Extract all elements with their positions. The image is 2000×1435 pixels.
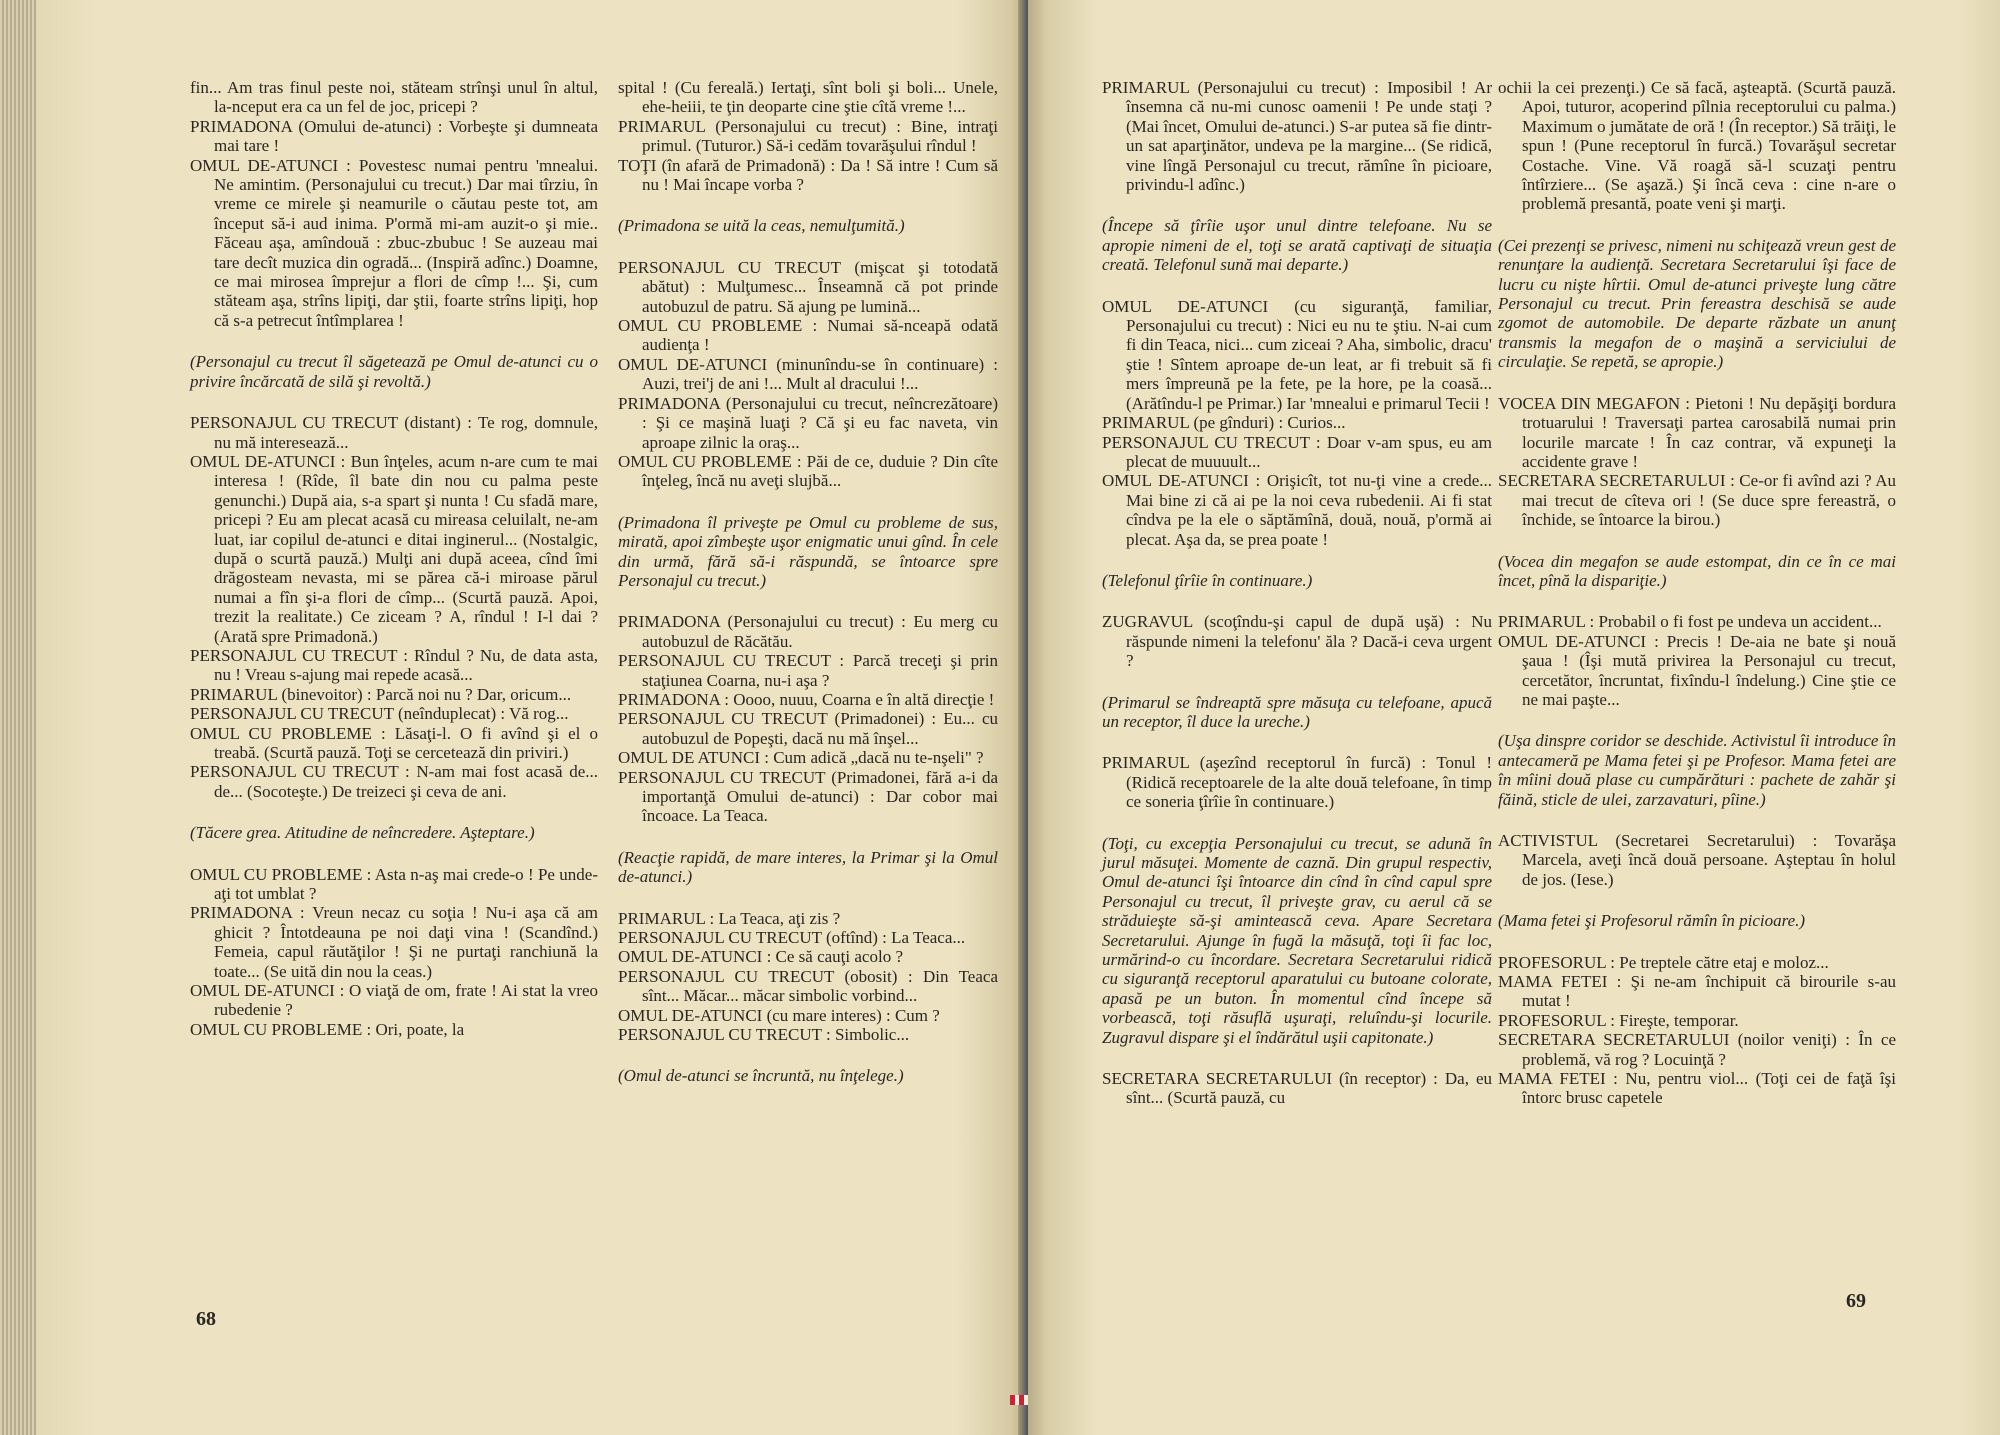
dialogue-line: PERSONAJUL CU TRECUT : N-am mai fost acasă de... de... (Socoteşte.) De treizeci şi ceva de ani. <box>190 762 598 801</box>
stage-direction: (Personajul cu trecut îl săgetează pe Omul de-atunci cu o privire încărcată de silă şi revoltă.) <box>190 352 598 391</box>
stage-direction: (Reacţie rapidă, de mare interes, la Primar şi la Omul de-atunci.) <box>618 847 998 887</box>
dialogue-line: spital ! (Cu fereală.) Iertaţi, sînt boli şi boli... Unele, ehe-heiii, te ţin deoparte cine ştie cîtă vreme !... <box>618 78 998 117</box>
dialogue-line: SECRETARA SECRETARULUI (noilor veniţi) : În ce problemă, vă rog ? Locuinţă ? <box>1498 1030 1896 1069</box>
right-column-2 <box>1498 78 1896 1108</box>
dialogue-line: OMUL CU PROBLEME : Asta n-aş mai crede-o ! Pe unde-aţi tot umblat ? <box>190 864 598 904</box>
stage-direction: (Tăcere grea. Atitudine de neîncredere. Aşteptare.) <box>190 823 535 843</box>
dialogue-line: OMUL DE-ATUNCI : Precis ! De-aia ne bate şi nouă şaua ! (Îşi mută privirea la Personajul cu trecut, cercetător, încruntat, fixîndu-l îndelung.) Cine ştie ce ne mai paşte... <box>1498 631 1896 709</box>
dialogue-line: ochii la cei prezenţi.) Ce să facă, aşteaptă. (Scurtă pauză. Apoi, tuturor, acoperind pîlnia receptorului cu palma.) Maximum o jumătate de oră ! (În receptor.) Să trăiţi, le spun ! (Pune receptorul în furcă.) Tovarăşul secretar Costache. Vine. Vă roagă să-l scuzaţi pentru întîrziere... (Se aşază.) Şi încă ceva : cine n-are o problemă presantă, poate veni şi marţi. <box>1498 78 1896 214</box>
dialogue-line: OMUL CU PROBLEME : Păi de ce, duduie ? Din cîte înţeleg, încă nu aveţi slujbă... <box>618 451 998 491</box>
dialogue-line: PERSONAJUL CU TRECUT (mişcat şi totodată abătut) : Mulţumesc... Înseamnă că pot prinde autobuzul de patru. Să ajung pe lumină... <box>618 257 998 316</box>
dialogue-line: PRIMARUL (Personajului cu trecut) : Bine, intraţi primul. (Tuturor.) Să-i cedăm tovarăşului rîndul ! <box>618 116 998 156</box>
dialogue-line: PERSONAJUL CU TRECUT (oftînd) : La Teaca... <box>618 928 966 948</box>
dialogue-line: OMUL DE-ATUNCI : Bun înţeles, acum n-are cum te mai interesa ! (Rîde, îl bate din nou cu palma peste genunchi.) După aia, s-a spart şi nunta ! Cu sfadă mare, pricepi ? Eu am plecat acasă cu mireasa celuilalt, ne-am luat, iar copilul de-atunci e ditai inginerul... (Nostalgic, după o scurtă pauză.) Mulţi ani după aceea, cînd îmi drăgosteam nevasta, mi se părea că-i miroase părul numai a fîn şi-a flori de cîmp... (Scurtă pauză. Apoi, trezit la realitate.) Ce ziceam ? A, rîndul ! I-l dai ? (Arată spre Primadonă.) <box>190 451 598 646</box>
stage-direction: (Primadona îl priveşte pe Omul cu probleme de sus, mirată, apoi zîmbeşte uşor enigmatic unui gînd. În cele din urmă, fără să-i răspundă, se întoarce spre Personajul cu trecut.) <box>618 512 998 590</box>
dialogue-line: PERSONAJUL CU TRECUT : Rîndul ? Nu, de data asta, nu ! Vreau s-ajung mai repede acasă... <box>190 645 598 685</box>
page-number-left: 68 <box>196 1308 216 1330</box>
stage-direction: (Vocea din megafon se aude estompat, din ce în ce mai încet, pînă la dispariţie.) <box>1498 551 1896 590</box>
dialogue-line: PRIMADONA (Personajului cu trecut) : Eu merg cu autobuzul de Răcătău. <box>618 612 998 651</box>
dialogue-line: OMUL DE-ATUNCI : Povestesc numai pentru 'mnealui. Ne amintim. (Personajului cu trecut.) Dar mai tîrziu, în vreme ce mirele şi neamurile o căutau peste tot, am început să-i aud inima. P'ormă mi-am auzit-o şi mie.. Făceau aşa, amîndouă : zbuc-zbubuc ! Se auzeau mai tare decît muzica din ogradă... (Inspiră adînc.) Doamne, ce mai mirosea împrejur a flori de cîmp !... Şi, cum stăteam aşa, strîns lipiţi, dar ştii, foarte strîns lipiţi, hop că s-a petrecut întîmplarea ! <box>190 155 598 330</box>
dialogue-line: SECRETARA SECRETARULUI : Ce-or fi avînd azi ? Au mai trecut de cîteva ori ! (Se duce spre fereastră, o închide, se întoarce la birou.) <box>1498 471 1896 530</box>
dialogue-line: OMUL DE-ATUNCI (cu mare interes) : Cum ? <box>618 1005 940 1025</box>
dialogue-line: TOŢI (în afară de Primadonă) : Da ! Să intre ! Cum să nu ! Mai încape vorba ? <box>618 155 998 195</box>
dialogue-line: PERSONAJUL CU TRECUT (neînduplecat) : Vă rog... <box>190 704 569 724</box>
dialogue-line: OMUL CU PROBLEME : Numai să-nceapă odată audienţa ! <box>618 316 998 355</box>
left-page <box>36 0 1028 1435</box>
stage-direction: (Cei prezenţi se privesc, nimeni nu schiţează vreun gest de renunţare la audienţă. Secretara Secretarului îşi face de lucru cu nişte hîrtii. Omul de-atunci priveşte lung către Personajul cu trecut. Prin fereastra deschisă se aude zgomot de automobile. De departe răzbate un anunţ transmis la megafon de o maşină a serviciului de circulaţie. Se repetă, se apropie.) <box>1498 235 1896 372</box>
stage-direction: (Mama fetei şi Profesorul rămîn în picioare.) <box>1498 911 1806 931</box>
dialogue-line: PRIMADONA (Personajului cu trecut, neîncrezătoare) : Şi ce maşină luaţi ? Că şi eu fac naveta, vin aproape zilnic la oraş... <box>618 393 998 452</box>
stage-direction: (Toţi, cu excepţia Personajului cu trecut, se adună în jurul măsuţei. Momente de caznă. Din grupul respectiv, Omul de-atunci îşi întoarce din cînd în cînd capul spre Personajul cu trecut, îl priveşte grav, cu aerul că se străduieşte să-şi amintească ceva. Apare Secretara Secretarului. Ajunge în fugă la măsuţă, toţi îi fac loc, urmărind-o cu încordare. Secretara Secretarului ridică cu siguranţă receptorul aparatului cu butoane colorate, apasă pe un buton. În momentul cînd începe să vorbească, toţi răsuflă uşuraţi, reluîndu-şi locurile. Zugravul dispare şi el îndărătul uşii capitonate.) <box>1102 833 1492 1047</box>
dialogue-line: ACTIVISTUL (Secretarei Secretarului) : Tovarăşa Marcela, aveţi încă două persoane. Aşteptau în holul de jos. (Iese.) <box>1498 831 1896 889</box>
dialogue-line: OMUL DE-ATUNCI (cu siguranţă, familiar, Personajului cu trecut) : Nici eu nu te ştiu. N-ai cum fi din Teaca, nici... cum ziceai ? Aha, simbolic, dracu' ştie ! Sîntem aproape de-un leat, ar fi trebuit să fi mers împreună pe la fete, pe la hore, pe la coasă... (Arătîndu-l pe Primar.) Iar 'mnealui e primarul Tecii ! <box>1102 296 1492 413</box>
dialogue-line: PRIMARUL (Personajului cu trecut) : Imposibil ! Ar însemna că nu-mi cunosc oamenii ! Pe unde staţi ? (Mai încet, Omului de-atunci.) S-ar putea să fie dintr-un sat aparţinător, undeva pe la margine... (Se ridică, vine lîngă Personajul cu trecut, rămîne în picioare, privindu-l adînc.) <box>1102 78 1492 195</box>
dialogue-line: OMUL DE ATUNCI : Cum adică „dacă nu te-nşeli" ? <box>618 748 984 768</box>
dialogue-line: PERSONAJUL CU TRECUT (Primadonei, fără a-i da importanţă Omului de-atunci) : Dar cobor mai încoace. La Teaca. <box>618 767 998 826</box>
dialogue-line: OMUL DE-ATUNCI : Ce să cauţi acolo ? <box>618 947 903 967</box>
dialogue-line: OMUL DE-ATUNCI (minunîndu-se în continuare) : Auzi, trei'j de ani !... Mult al dracului !... <box>618 354 998 394</box>
dialogue-line: PRIMADONA : Vreun necaz cu soţia ! Nu-i aşa că am ghicit ? Întotdeauna pe noi daţi vina ! (Scandînd.) Femeia, capul răutăţilor ! Şi ne purtaţi ranchiună la toate... (Se uită din nou la ceas.) <box>190 903 598 981</box>
dialogue-line: MAMA FETEI : Şi ne-am închipuit că birourile s-au mutat ! <box>1498 972 1896 1011</box>
dialogue-line: PRIMARUL : Probabil o fi fost pe undeva un accident... <box>1498 612 1882 632</box>
page-edges <box>0 0 40 1435</box>
dialogue-line: fin... Am tras finul peste noi, stăteam strînşi unul în altul, la-nceput era ca un fel de joc, pricepi ? <box>190 78 598 117</box>
stage-direction: (Telefonul ţîrîie în continuare.) <box>1102 570 1313 590</box>
dialogue-line: OMUL CU PROBLEME : Ori, poate, la <box>190 1019 465 1039</box>
stage-direction: (Omul de-atunci se încruntă, nu înţelege.) <box>618 1066 904 1086</box>
dialogue-line: PERSONAJUL CU TRECUT : Doar v-am spus, eu am plecat de muuuult... <box>1102 432 1492 471</box>
dialogue-line: OMUL CU PROBLEME : Lăsaţi-l. O fi avînd şi el o treabă. (Scurtă pauză. Toţi se cercetează din priviri.) <box>190 723 598 762</box>
dialogue-line: PERSONAJUL CU TRECUT : Simbolic... <box>618 1025 910 1045</box>
dialogue-line: PRIMARUL : La Teaca, aţi zis ? <box>618 908 841 928</box>
dialogue-line: PERSONAJUL CU TRECUT (obosit) : Din Teaca sînt... Măcar... măcar simbolic vorbind... <box>618 966 998 1006</box>
dialogue-line: SECRETARA SECRETARULUI (în receptor) : Da, eu sînt... (Scurtă pauză, cu <box>1102 1069 1492 1108</box>
dialogue-line: PERSONAJUL CU TRECUT (Primadonei) : Eu... cu autobuzul de Popeşti, dacă nu mă înşel... <box>618 709 998 748</box>
dialogue-line: PRIMARUL (pe gînduri) : Curios... <box>1102 413 1346 433</box>
dialogue-line: OMUL DE-ATUNCI : O viaţă de om, frate ! Ai stat la vreo rubedenie ? <box>190 981 598 1020</box>
dialogue-line: PRIMADONA : Oooo, nuuu, Coarna e în altă direcţie ! <box>618 689 995 709</box>
dialogue-line: MAMA FETEI : Nu, pentru viol... (Toţi cei de faţă îşi întorc brusc capetele <box>1498 1069 1896 1108</box>
right-column-1 <box>1102 78 1492 1108</box>
dialogue-line: ZUGRAVUL (scoţîndu-şi capul de după uşă) : Nu răspunde nimeni la telefonu' ăla ? Dacă-i ceva urgent ? <box>1102 612 1492 671</box>
stage-direction: (Primadona se uită la ceas, nemulţumită.) <box>618 216 905 236</box>
dialogue-line: PROFESORUL : Fireşte, temporar. <box>1498 1010 1739 1030</box>
stage-direction: (Uşa dinspre coridor se deschide. Activistul îi introduce în antecameră pe Mama fetei şi pe Profesor. Mama fetei are în mîini două plase cu cumpărături : pachete de zahăr şi făină, sticle de ulei, zarzavaturi, pîine.) <box>1498 731 1896 809</box>
left-column-1 <box>190 78 598 1039</box>
dialogue-line: OMUL DE-ATUNCI : Orişicît, tot nu-ţi vine a crede... Mai bine zi că ai pe la noi ceva rubedenii. Ai fi stat cîndva pe la ele o săptămînă, două, nouă, p'ormă ai plecat. Aşa da, se prea poate ! <box>1102 471 1492 549</box>
dialogue-line: PROFESORUL : Pe treptele către etaj e moloz... <box>1498 952 1829 972</box>
dialogue-line: PERSONAJUL CU TRECUT (distant) : Te rog, domnule, nu mă interesează... <box>190 413 598 452</box>
page-number-right: 69 <box>1846 1290 1866 1312</box>
dialogue-line: VOCEA DIN MEGAFON : Pietoni ! Nu depăşiţi bordura trotuarului ! Traversaţi partea carosabilă numai prin locurile marcate ! În caz contrar, vă expuneţi la accidente grave ! <box>1498 393 1896 471</box>
stage-direction: (Primarul se îndreaptă spre măsuţa cu telefoane, apucă un receptor, îl duce la ureche.) <box>1102 692 1492 731</box>
stage-direction: (Începe să ţîrîie uşor unul dintre telefoane. Nu se apropie nimeni de el, toţi se arată captivaţi de situaţia creată. Telefonul sună mai departe.) <box>1102 216 1492 275</box>
dialogue-line: PRIMARUL (binevoitor) : Parcă noi nu ? Dar, oricum... <box>190 684 572 704</box>
dialogue-line: PERSONAJUL CU TRECUT : Parcă treceţi şi prin staţiunea Coarna, nu-i aşa ? <box>618 651 998 690</box>
dialogue-line: PRIMADONA (Omului de-atunci) : Vorbeşte şi dumneata mai tare ! <box>190 116 598 156</box>
left-column-2 <box>618 78 998 1108</box>
dialogue-line: PRIMARUL (aşezînd receptorul în furcă) : Tonul ! (Ridică receptoarele de la alte două telefoane, în timp ce soneria ţîrîie în continuare.) <box>1102 753 1492 812</box>
right-page <box>1028 0 2000 1435</box>
